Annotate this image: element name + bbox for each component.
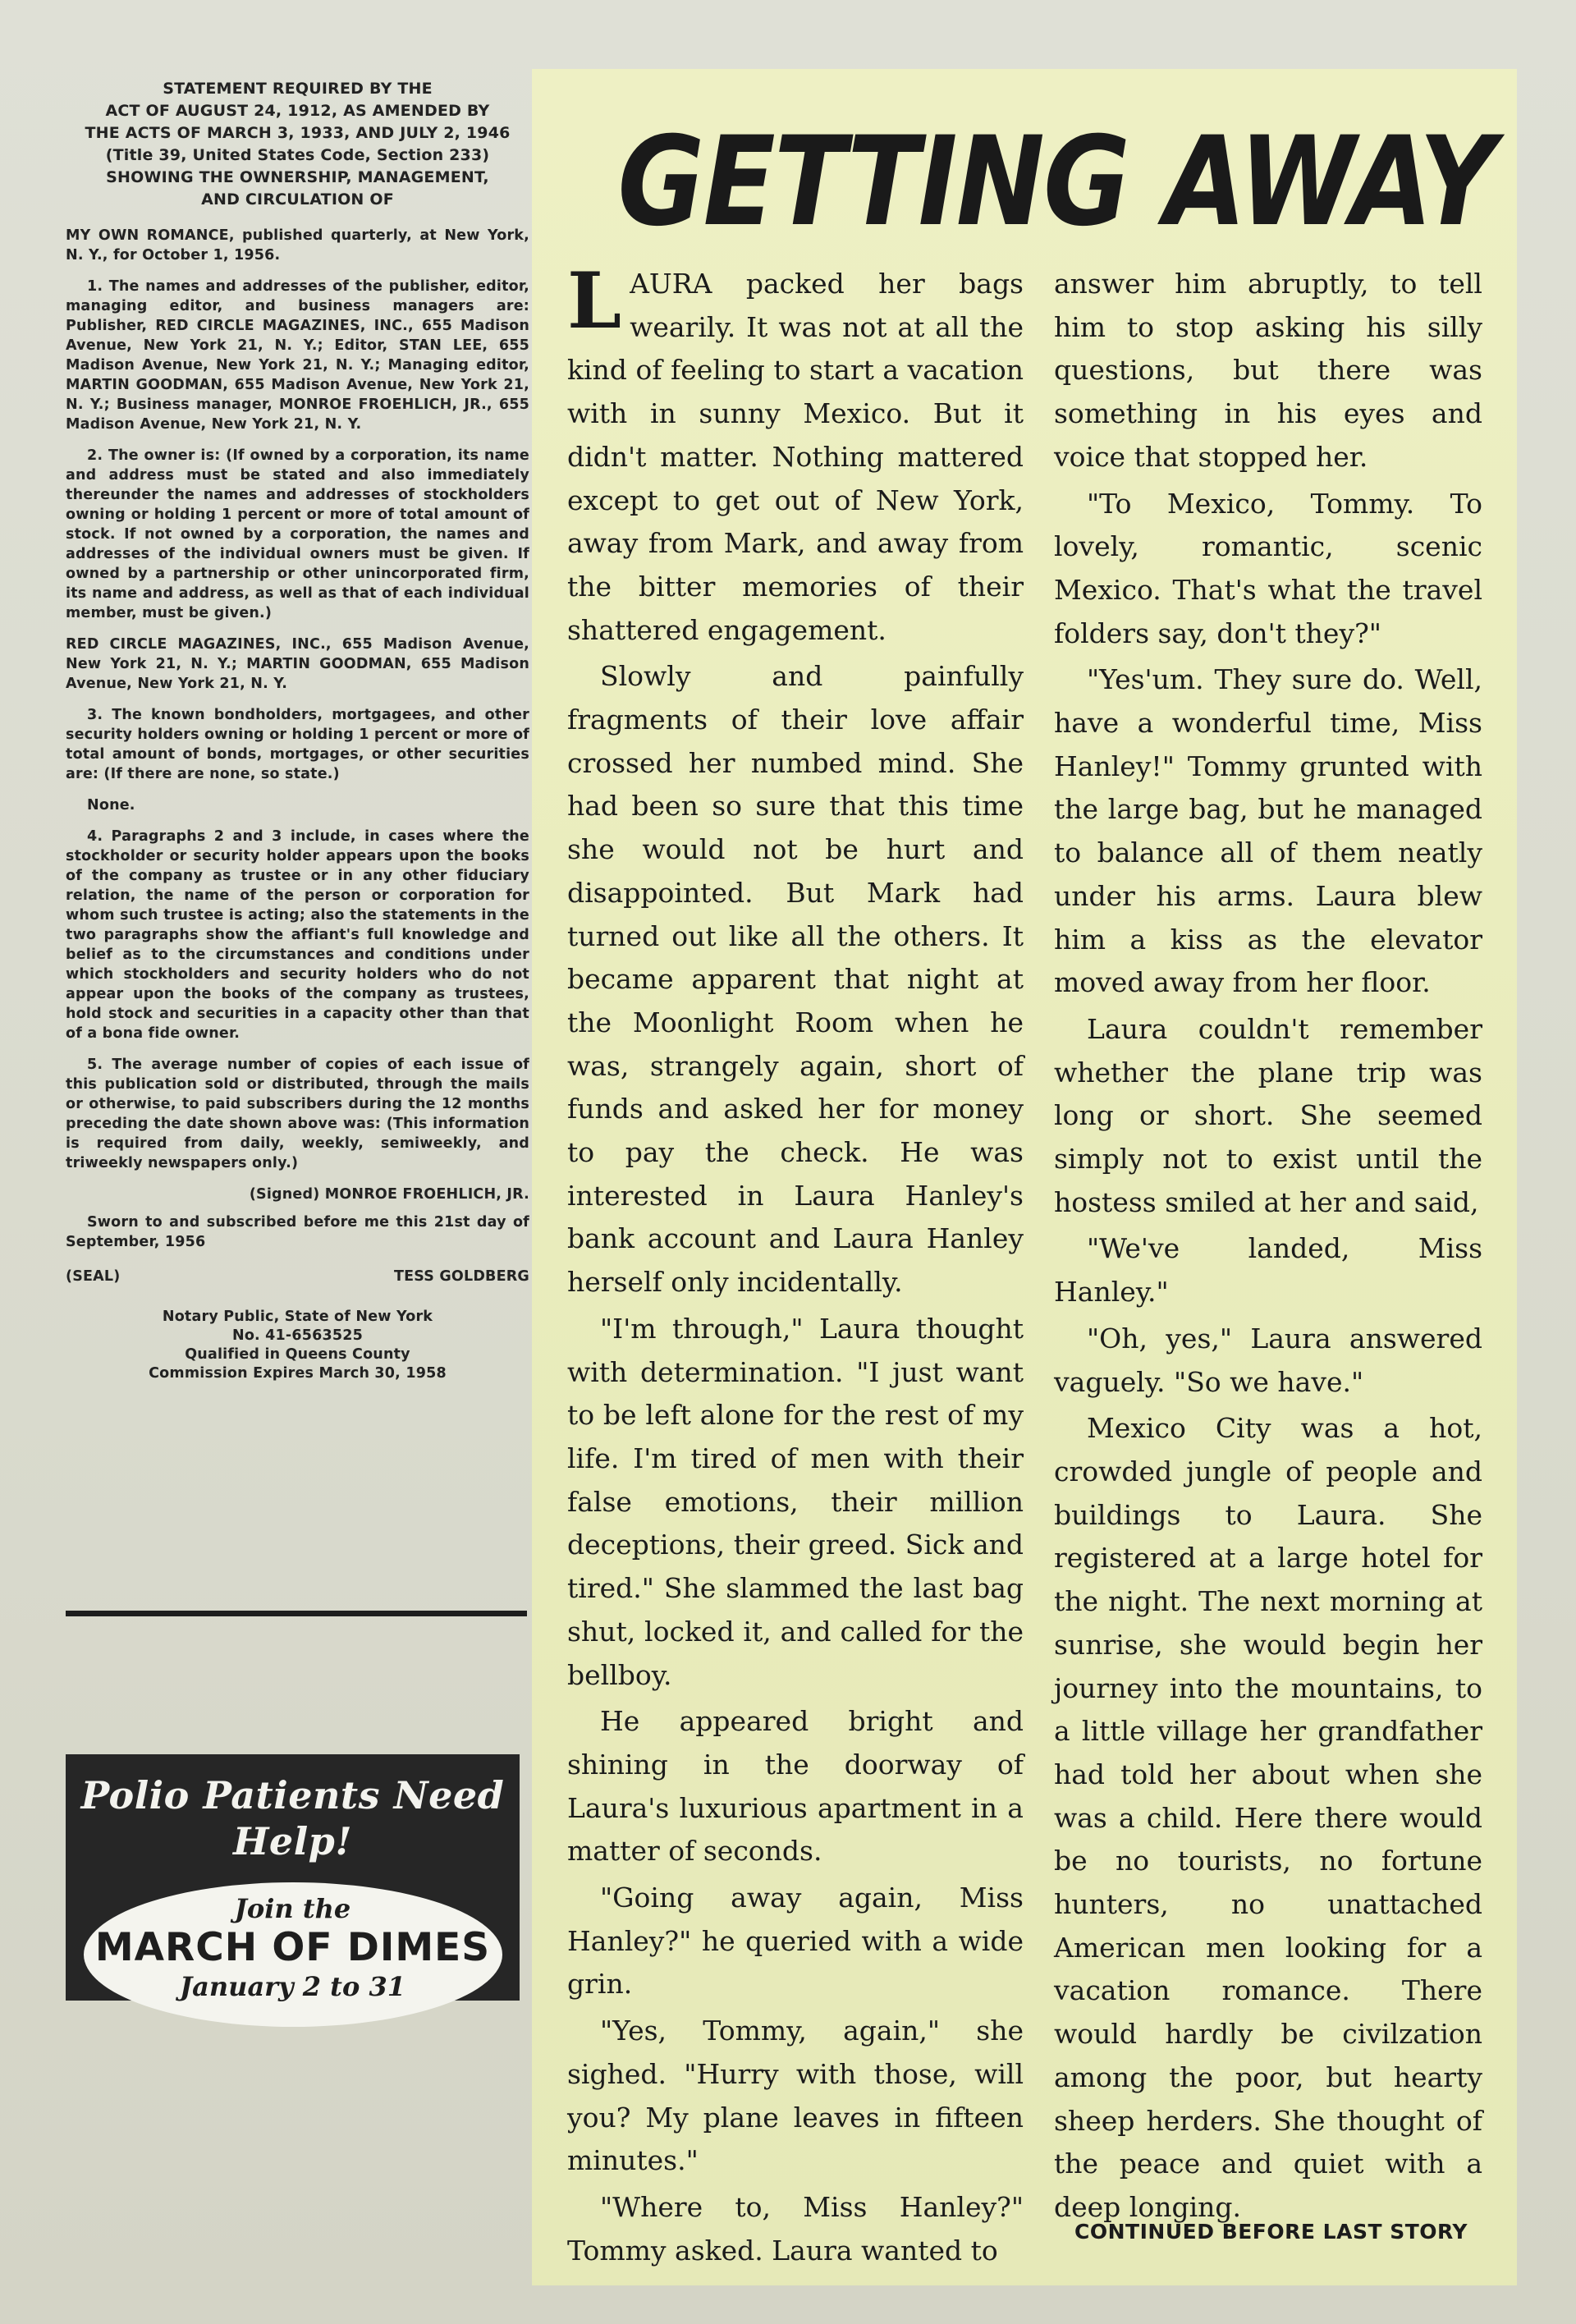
signature-line: (Signed) MONROE FROEHLICH, JR. <box>249 1186 529 1203</box>
statement-heading <box>66 78 529 211</box>
heading-line: (Title 39, United States Code, Section 233) <box>105 146 490 164</box>
statement-none: None. <box>87 797 135 814</box>
notary-line: Qualified in Queens County <box>185 1346 410 1363</box>
ownership-statement <box>66 78 529 1383</box>
heading-line: SHOWING THE OWNERSHIP, MANAGEMENT, <box>106 168 489 186</box>
ad-campaign: MARCH OF DIMES <box>94 1925 491 1970</box>
statement-paragraph-3: 3. The known bondholders, mortgagees, and other security holders owning or holding 1 percent or more of total amount of bonds, mortgages, or other securities are: (If there are none, so state.) <box>66 707 529 782</box>
notary-block <box>66 1308 529 1383</box>
ad-oval <box>84 1882 502 2027</box>
statement-owners: RED CIRCLE MAGAZINES, INC., 655 Madison Avenue, New York 21, N. Y.; MARTIN GOODMAN, 655 Madison Avenue, New York 21, N. Y. <box>66 636 529 692</box>
heading-line: THE ACTS OF MARCH 3, 1933, AND JULY 2, 1946 <box>85 124 511 142</box>
story-opening-text: AURA packed her bags wearily. It was not at all the kind of feeling to start a vacation with in sunny Mexico. But it didn't matter. Nothing mattered except to get out of New York, away from Mark, and away from the bitter memories of their shattered engagement. <box>567 268 1024 646</box>
statement-paragraph-4: 4. Paragraphs 2 and 3 include, in cases where the stockholder or security holder appears upon the books of the company as trustee or in any other fiduciary relation, the name of the person or corporation for whom such trustee is acting; also the statements in the two paragraphs show the affiant's full knowledge and belief as to the circumstances and conditions under which stockholders and security holders who do not appear upon the books of the company as trustees, hold stock and securities in a capacity other than that of a bona fide owner. <box>66 828 529 1042</box>
story-paragraph: "Going away again, Miss Hanley?" he queried with a wide grin. <box>567 1882 1024 2001</box>
story-paragraph: Laura couldn't remember whether the plane trip was long or short. She seemed simply not to exist until the hostess smiled at her and said, <box>1054 1012 1482 1218</box>
story-paragraph: He appeared bright and shining in the doorway of Laura's luxurious apartment in a matter of seconds. <box>567 1705 1024 1868</box>
notary-name: TESS GOLDBERG <box>393 1268 529 1285</box>
notary-line: No. 41-6563525 <box>231 1327 364 1344</box>
story-paragraph: answer him abruptly, to tell him to stop asking his silly questions, but there was something in his eyes and voice that stopped her. <box>1054 268 1482 473</box>
statement-paragraph-1: 1. The names and addresses of the publisher, editor, managing editor, and business managers are: Publisher, RED CIRCLE MAGAZINES, INC., 655 Madison Avenue, New York 21, N. Y.; Editor, STAN LEE, 655 Madison Avenue, New York 21, N. Y.; Managing editor, MARTIN GOODMAN, 655 Madison Avenue, New York 21, N. Y.; Business manager, MONROE FROEHLICH, JR., 655 Madison Avenue, New York 21, N. Y. <box>66 278 529 433</box>
story-paragraph: "I'm through," Laura thought with determination. "I just want to be left alone for the rest of my life. I'm tired of men with their false emotions, their million deceptions, their greed. Sick and tired." She slammed the last bag shut, locked it, and called for the bellboy. <box>567 1312 1024 1691</box>
story-paragraph: "Yes, Tommy, again," she sighed. "Hurry with those, will you? My plane leaves in fifteen minutes." <box>567 2015 1024 2177</box>
story-paragraph: Slowly and painfully fragments of their love affair crossed her numbed mind. She had been so sure that this time she would not be hurt and disappointed. But Mark had turned out like all the others. It became apparent that night at the Moonlight Room when he was, strangely again, short of funds and asked her for money to pay the check. He was interested in Laura Hanley's bank account and Laura Hanley herself only incidentally. <box>567 660 1024 1299</box>
drop-cap: L <box>567 256 622 346</box>
story-paragraph <box>567 256 1024 652</box>
heading-line: ACT OF AUGUST 24, 1912, AS AMENDED BY <box>105 102 490 120</box>
ad-dates: January 2 to 31 <box>180 1971 405 2002</box>
divider-rule <box>66 1611 527 1616</box>
notary-line: Notary Public, State of New York <box>162 1309 433 1325</box>
story-paragraph: "Yes'um. They sure do. Well, have a wonderful time, Miss Hanley!" Tommy grunted with the large bag, but he managed to balance all of them neatly under his arms. Laura blew him a kiss as the elevator moved away from her floor. <box>1054 663 1482 999</box>
story-title: GETTING AWAY <box>617 111 1495 254</box>
story-panel <box>532 69 1517 2285</box>
story-paragraph: "Oh, yes," Laura answered vaguely. "So we have." <box>1054 1322 1482 1398</box>
seal-label: (SEAL) <box>66 1268 121 1285</box>
story-paragraph: "We've landed, Miss Hanley." <box>1054 1232 1482 1309</box>
statement-paragraph-5: 5. The average number of copies of each issue of this publication sold or distributed, through the mails or otherwise, to paid subscribers during the 12 months preceding the date shown above was: (This information is required from daily, weekly, semiweekly, and triweekly newspapers only.) <box>66 1057 529 1171</box>
story-column-1 <box>567 256 1024 2272</box>
story-paragraph: "To Mexico, Tommy. To lovely, romantic, scenic Mexico. That's what the travel folders say, don't they?" <box>1054 487 1482 649</box>
story-paragraph: "Where to, Miss Hanley?" Tommy asked. Laura wanted to <box>567 2190 1024 2267</box>
story-column-2 <box>1054 263 1482 2230</box>
story-paragraph: Mexico City was a hot, crowded jungle of people and buildings to Laura. She registered at a large hotel for the night. The next morning at sunrise, she would begin her journey into the mountains, to a little village her grandfather had told her about when she was a child. Here there would be no tourists, no fortune hunters, no unattached American men looking for a vacation romance. There would hardly be civilzation among the poor, but hearty sheep herders. She thought of the peace and quiet with a deep longing. <box>1054 1412 1482 2223</box>
statement-intro: MY OWN ROMANCE, published quarterly, at New York, N. Y., for October 1, 1956. <box>66 227 529 264</box>
ad-headline: Polio Patients Need Help! <box>80 1773 505 1863</box>
ad-join: Join the <box>234 1893 351 1924</box>
heading-line: STATEMENT REQUIRED BY THE <box>163 80 433 98</box>
statement-paragraph-2: 2. The owner is: (If owned by a corporation, its name and address must be stated and also immediately thereunder the names and addresses of stockholders owning or holding 1 percent or more of total amount of stock. If not owned by a corporation, the names and addresses of the individual owners must be given. If owned by a partnership or other unincorporated firm, its name and address, as well as that of each individual member, must be given.) <box>66 447 529 621</box>
seal-row <box>66 1267 529 1286</box>
march-of-dimes-ad <box>66 1754 520 2001</box>
sworn-line: Sworn to and subscribed before me this 21st day of September, 1956 <box>66 1214 529 1250</box>
heading-line: AND CIRCULATION OF <box>201 190 394 209</box>
continued-note: CONTINUED BEFORE LAST STORY <box>1074 2220 1468 2244</box>
notary-line: Commission Expires March 30, 1958 <box>149 1365 447 1382</box>
